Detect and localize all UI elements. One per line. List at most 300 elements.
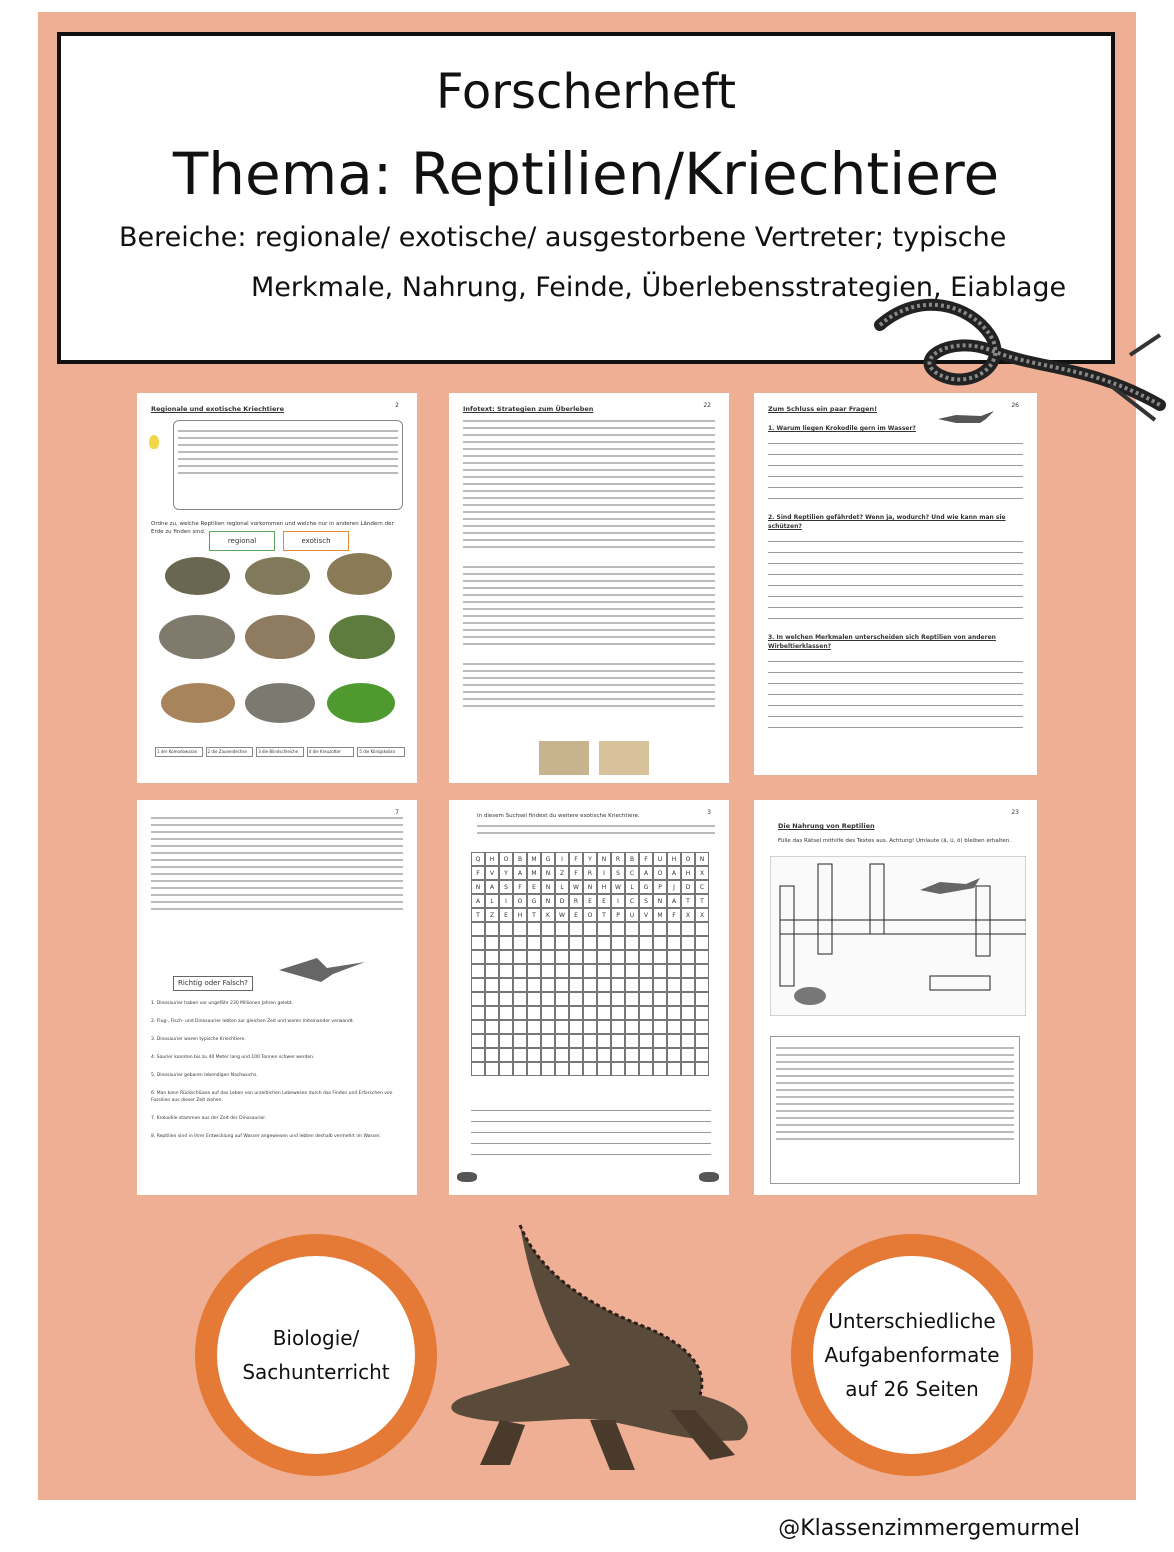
word-search-cell: C bbox=[625, 866, 639, 880]
word-search-cell bbox=[681, 1020, 695, 1034]
word-search-cell bbox=[653, 978, 667, 992]
word-search-cell bbox=[681, 950, 695, 964]
word-search-cell bbox=[681, 1048, 695, 1062]
word-search-cell bbox=[471, 978, 485, 992]
word-search-cell: O bbox=[653, 866, 667, 880]
word-search-cell bbox=[471, 1062, 485, 1076]
credit: @Klassenzimmergemurmel bbox=[778, 1516, 1080, 1541]
word-search-cell bbox=[653, 992, 667, 1006]
word-search-cell bbox=[681, 1062, 695, 1076]
word-search-cell bbox=[499, 992, 513, 1006]
word-search-cell: E bbox=[583, 894, 597, 908]
page-title: Die Nahrung von Reptilien bbox=[778, 822, 875, 830]
word-search-cell bbox=[499, 1034, 513, 1048]
word-search-cell: W bbox=[555, 908, 569, 922]
word-search-cell: I bbox=[597, 866, 611, 880]
word-search-cell: S bbox=[499, 880, 513, 894]
word-search-cell bbox=[681, 1006, 695, 1020]
word-search-cell: I bbox=[499, 894, 513, 908]
reptile-photo bbox=[165, 557, 230, 595]
word-search-cell: A bbox=[667, 866, 681, 880]
info-box bbox=[173, 420, 403, 510]
word-search-cell: T bbox=[681, 894, 695, 908]
word-search-cell bbox=[611, 992, 625, 1006]
word-search-cell bbox=[485, 1048, 499, 1062]
word-search-cell bbox=[639, 950, 653, 964]
word-search-cell: A bbox=[667, 894, 681, 908]
word-search-cell bbox=[611, 1006, 625, 1020]
word-search-cell bbox=[513, 964, 527, 978]
word-search-cell: O bbox=[583, 908, 597, 922]
word-search-cell bbox=[625, 922, 639, 936]
badge-subject: Biologie/ Sachunterricht bbox=[195, 1234, 437, 1476]
lizard-photo bbox=[539, 741, 589, 775]
word-search-cell bbox=[527, 1062, 541, 1076]
word-search-cell: H bbox=[597, 880, 611, 894]
subtitle: Thema: Reptilien/Kriechtiere bbox=[172, 140, 1000, 208]
word-search-cell bbox=[681, 936, 695, 950]
word-search-cell: F bbox=[639, 852, 653, 866]
word-search-cell bbox=[639, 992, 653, 1006]
word-search-cell bbox=[555, 964, 569, 978]
word-search-cell bbox=[569, 1020, 583, 1034]
word-search-cell bbox=[513, 1048, 527, 1062]
word-search-cell bbox=[625, 1048, 639, 1062]
word-search-cell: A bbox=[471, 894, 485, 908]
word-search-cell bbox=[471, 922, 485, 936]
word-search-cell: E bbox=[597, 894, 611, 908]
word-search-cell: F bbox=[569, 866, 583, 880]
info-text-lines bbox=[463, 420, 715, 707]
word-search-cell bbox=[569, 1006, 583, 1020]
word-search-cell bbox=[555, 936, 569, 950]
word-search-cell: N bbox=[695, 852, 709, 866]
word-search-cell bbox=[681, 992, 695, 1006]
word-search-cell bbox=[667, 1034, 681, 1048]
word-search-cell bbox=[625, 1020, 639, 1034]
word-search-cell bbox=[527, 1034, 541, 1048]
word-search-cell: L bbox=[555, 880, 569, 894]
word-search-cell: O bbox=[499, 852, 513, 866]
word-search-cell bbox=[541, 922, 555, 936]
word-search-cell bbox=[541, 978, 555, 992]
word-search-cell bbox=[695, 1020, 709, 1034]
word-search-cell: W bbox=[611, 880, 625, 894]
reptile-photo bbox=[327, 553, 392, 595]
word-search-cell: S bbox=[639, 894, 653, 908]
word-search-cell: D bbox=[681, 880, 695, 894]
word-search-cell bbox=[625, 1034, 639, 1048]
word-search-cell: N bbox=[541, 880, 555, 894]
word-search-cell bbox=[499, 1048, 513, 1062]
areas-line-1: Bereiche: regionale/ exotische/ ausgestorbene Vertreter; typische bbox=[119, 222, 1007, 253]
word-search-cell bbox=[611, 978, 625, 992]
word-search-cell bbox=[485, 1034, 499, 1048]
word-search-cell bbox=[485, 1006, 499, 1020]
word-search-cell bbox=[695, 950, 709, 964]
word-search-cell bbox=[611, 1020, 625, 1034]
word-search-cell bbox=[667, 978, 681, 992]
text-lines bbox=[151, 817, 403, 910]
word-search-cell: J bbox=[667, 880, 681, 894]
word-search-cell: R bbox=[569, 894, 583, 908]
word-search-cell bbox=[513, 936, 527, 950]
word-search-cell: E bbox=[569, 908, 583, 922]
word-search-cell: H bbox=[681, 866, 695, 880]
word-search-cell bbox=[639, 1034, 653, 1048]
word-search-cell: M bbox=[653, 908, 667, 922]
word-search-cell bbox=[471, 1034, 485, 1048]
word-search-cell bbox=[485, 950, 499, 964]
gecko-icon bbox=[457, 1172, 477, 1182]
word-search-cell bbox=[695, 964, 709, 978]
word-search-cell bbox=[695, 992, 709, 1006]
word-search-cell bbox=[513, 978, 527, 992]
word-search-cell bbox=[485, 964, 499, 978]
word-search-cell bbox=[667, 950, 681, 964]
word-search-cell: N bbox=[597, 852, 611, 866]
word-search-cell bbox=[471, 936, 485, 950]
word-search-cell bbox=[597, 1006, 611, 1020]
word-search-cell bbox=[597, 950, 611, 964]
word-search-cell bbox=[471, 1020, 485, 1034]
word-search-cell bbox=[667, 1048, 681, 1062]
word-search-cell: T bbox=[471, 908, 485, 922]
word-search-cell bbox=[611, 950, 625, 964]
worksheet-page-2: 22 Infotext: Strategien zum Überleben bbox=[449, 393, 729, 783]
worksheet-page-6: 23 Die Nahrung von Reptilien Fülle das Rätsel mithilfe des Textes aus. Achtung! Umlaute (ä, ü, ö) bleiben erhalten. bbox=[754, 800, 1037, 1195]
word-search-cell bbox=[625, 1062, 639, 1076]
word-search-cell bbox=[695, 1062, 709, 1076]
word-search-cell bbox=[527, 1020, 541, 1034]
word-search-cell bbox=[527, 978, 541, 992]
word-search-grid bbox=[471, 852, 709, 1076]
word-search-cell bbox=[569, 964, 583, 978]
word-search-cell: P bbox=[611, 908, 625, 922]
word-search-cell: R bbox=[583, 866, 597, 880]
word-search-cell bbox=[471, 992, 485, 1006]
word-search-cell bbox=[639, 1020, 653, 1034]
word-search-cell: X bbox=[695, 866, 709, 880]
word-search-cell bbox=[667, 992, 681, 1006]
word-search-cell bbox=[499, 1006, 513, 1020]
word-search-cell bbox=[681, 978, 695, 992]
word-search-cell bbox=[527, 992, 541, 1006]
word-search-cell bbox=[667, 1062, 681, 1076]
word-search-cell bbox=[653, 1062, 667, 1076]
word-search-cell: Y bbox=[499, 866, 513, 880]
word-search-cell bbox=[499, 1062, 513, 1076]
word-search-cell bbox=[555, 978, 569, 992]
word-search-cell bbox=[639, 964, 653, 978]
word-search-cell: H bbox=[485, 852, 499, 866]
word-search-cell bbox=[695, 1048, 709, 1062]
word-search-cell bbox=[667, 1020, 681, 1034]
word-search-cell bbox=[625, 1006, 639, 1020]
word-search-cell bbox=[611, 936, 625, 950]
word-search-cell bbox=[541, 1020, 555, 1034]
crossword-text-box bbox=[770, 1036, 1020, 1184]
word-search-cell bbox=[569, 922, 583, 936]
word-search-cell bbox=[625, 992, 639, 1006]
word-search-cell bbox=[513, 950, 527, 964]
word-search-cell: C bbox=[625, 894, 639, 908]
word-search-cell bbox=[639, 978, 653, 992]
page-title: Infotext: Strategien zum Überleben bbox=[463, 405, 594, 413]
word-search-cell bbox=[527, 1006, 541, 1020]
word-search-cell: N bbox=[471, 880, 485, 894]
word-search-cell: L bbox=[485, 894, 499, 908]
word-search-cell: T bbox=[597, 908, 611, 922]
word-search-cell bbox=[667, 936, 681, 950]
lightbulb-icon bbox=[149, 435, 159, 449]
word-search-cell: O bbox=[681, 852, 695, 866]
reptile-photo bbox=[245, 557, 310, 595]
word-search-cell: N bbox=[541, 894, 555, 908]
reptile-photo bbox=[245, 615, 315, 659]
word-search-cell bbox=[625, 978, 639, 992]
word-search-cell bbox=[569, 978, 583, 992]
word-search-cell bbox=[513, 1062, 527, 1076]
pterosaur-icon bbox=[277, 952, 367, 986]
word-search-cell bbox=[653, 936, 667, 950]
word-search-cell bbox=[695, 936, 709, 950]
word-search-cell bbox=[695, 922, 709, 936]
word-search-cell: R bbox=[611, 852, 625, 866]
label-regional: regional bbox=[209, 531, 275, 551]
word-search-cell bbox=[541, 1034, 555, 1048]
word-search-cell: G bbox=[639, 880, 653, 894]
reptile-photo bbox=[327, 683, 395, 723]
word-search-cell bbox=[583, 1006, 597, 1020]
word-search-cell bbox=[611, 1048, 625, 1062]
reptile-photo bbox=[161, 683, 235, 723]
word-search-cell bbox=[597, 978, 611, 992]
word-search-cell bbox=[499, 950, 513, 964]
word-search-cell bbox=[667, 1006, 681, 1020]
word-search-cell bbox=[681, 964, 695, 978]
word-search-cell: M bbox=[527, 852, 541, 866]
word-search-cell: B bbox=[625, 852, 639, 866]
word-search-cell bbox=[555, 950, 569, 964]
word-search-cell bbox=[583, 1034, 597, 1048]
reptile-photo bbox=[245, 683, 315, 723]
word-search-cell bbox=[555, 1034, 569, 1048]
word-search-cell bbox=[583, 950, 597, 964]
word-search-cell bbox=[597, 1020, 611, 1034]
word-search-cell bbox=[625, 950, 639, 964]
word-search-cell: O bbox=[513, 894, 527, 908]
word-search-cell bbox=[653, 1048, 667, 1062]
word-search-cell bbox=[597, 1048, 611, 1062]
word-search-cell bbox=[597, 922, 611, 936]
word-search-cell: N bbox=[583, 880, 597, 894]
word-search-cell bbox=[639, 936, 653, 950]
word-search-cell bbox=[597, 964, 611, 978]
word-search-cell bbox=[541, 950, 555, 964]
word-search-cell bbox=[569, 1062, 583, 1076]
word-search-cell bbox=[499, 978, 513, 992]
word-search-cell bbox=[681, 922, 695, 936]
word-search-cell bbox=[569, 936, 583, 950]
word-search-cell bbox=[541, 1062, 555, 1076]
word-search-cell bbox=[653, 950, 667, 964]
word-search-cell bbox=[499, 936, 513, 950]
word-search-cell bbox=[569, 1034, 583, 1048]
word-search-cell: V bbox=[639, 908, 653, 922]
word-search-cell: N bbox=[541, 866, 555, 880]
word-search-cell bbox=[597, 992, 611, 1006]
word-search-cell bbox=[541, 992, 555, 1006]
page-title: Regionale und exotische Kriechtiere bbox=[151, 405, 284, 413]
word-search-cell bbox=[583, 936, 597, 950]
word-search-cell: U bbox=[653, 852, 667, 866]
word-search-cell bbox=[583, 964, 597, 978]
word-search-cell bbox=[499, 964, 513, 978]
word-search-cell bbox=[583, 1062, 597, 1076]
label-exotisch: exotisch bbox=[283, 531, 349, 551]
word-search-cell bbox=[653, 1034, 667, 1048]
word-search-cell: Z bbox=[485, 908, 499, 922]
word-search-cell: M bbox=[527, 866, 541, 880]
word-search-cell: A bbox=[513, 866, 527, 880]
word-search-cell bbox=[485, 936, 499, 950]
lizard-photo bbox=[599, 741, 649, 775]
word-search-cell bbox=[471, 1048, 485, 1062]
word-search-cell bbox=[527, 922, 541, 936]
word-search-cell bbox=[597, 1062, 611, 1076]
word-search-cell bbox=[639, 1048, 653, 1062]
word-search-cell: I bbox=[611, 894, 625, 908]
word-search-cell: X bbox=[681, 908, 695, 922]
word-search-cell bbox=[625, 964, 639, 978]
badge-formats: Unterschiedliche Aufgabenformate auf 26 Seiten bbox=[791, 1234, 1033, 1476]
word-search-cell bbox=[569, 992, 583, 1006]
word-search-cell bbox=[471, 964, 485, 978]
word-search-cell bbox=[485, 992, 499, 1006]
word-search-cell: C bbox=[695, 880, 709, 894]
page-title: Zum Schluss ein paar Fragen! bbox=[768, 405, 878, 413]
crocodile-icon bbox=[936, 407, 996, 433]
word-search-cell bbox=[513, 1006, 527, 1020]
word-search-cell: N bbox=[653, 894, 667, 908]
word-search-cell bbox=[653, 964, 667, 978]
word-search-cell: G bbox=[541, 852, 555, 866]
word-search-cell bbox=[485, 922, 499, 936]
word-search-cell bbox=[583, 978, 597, 992]
word-search-cell: V bbox=[485, 866, 499, 880]
word-search-cell bbox=[555, 992, 569, 1006]
word-search-cell: B bbox=[513, 852, 527, 866]
word-search-cell bbox=[597, 1034, 611, 1048]
word-search-cell bbox=[499, 1020, 513, 1034]
word-search-cell: P bbox=[653, 880, 667, 894]
word-search-cell bbox=[527, 950, 541, 964]
word-search-cell bbox=[569, 1048, 583, 1062]
word-search-cell: Q bbox=[471, 852, 485, 866]
word-search-cell bbox=[541, 1048, 555, 1062]
word-search-cell: F bbox=[569, 852, 583, 866]
word-search-cell: H bbox=[667, 852, 681, 866]
word-search-cell bbox=[597, 936, 611, 950]
word-search-cell: A bbox=[639, 866, 653, 880]
word-search-cell: F bbox=[513, 880, 527, 894]
word-search-cell: I bbox=[555, 852, 569, 866]
word-search-cell bbox=[695, 1034, 709, 1048]
word-search-cell: H bbox=[513, 908, 527, 922]
worksheet-page-1: 2 Regionale und exotische Kriechtiere Ordne zu, welche Reptilien regional vorkommen und welche nur in anderen Ländern der Erde zu finden sind. regional exotisch 1 der Komodowaran 2 die Zauneidechse 3 die Blindschleiche 4 die Kreuzotter 5 die Königskobra bbox=[137, 393, 417, 783]
word-search-cell bbox=[541, 1006, 555, 1020]
gecko-icon bbox=[699, 1172, 719, 1182]
word-search-cell: U bbox=[625, 908, 639, 922]
word-search-cell bbox=[499, 922, 513, 936]
word-search-cell: W bbox=[569, 880, 583, 894]
section-heading: Richtig oder Falsch? bbox=[173, 976, 253, 991]
word-search-cell bbox=[555, 1062, 569, 1076]
word-search-cell: S bbox=[611, 866, 625, 880]
word-search-cell bbox=[527, 964, 541, 978]
word-search-cell bbox=[583, 1048, 597, 1062]
word-search-cell bbox=[667, 922, 681, 936]
worksheet-page-3: 26 Zum Schluss ein paar Fragen! 1. Warum liegen Krokodile gern im Wasser? 2. Sind Reptilien gefährdet? Wenn ja, wodurch? Und wie kann man sie schützen? 3. In welchen Merkmalen unterscheiden sich Reptilien von anderen Wirbeltierklassen? bbox=[754, 393, 1037, 775]
word-search-cell: Z bbox=[555, 866, 569, 880]
word-search-cell bbox=[611, 1034, 625, 1048]
word-search-cell bbox=[513, 922, 527, 936]
word-search-cell bbox=[583, 992, 597, 1006]
word-search-cell: F bbox=[471, 866, 485, 880]
word-search-cell bbox=[527, 1048, 541, 1062]
word-search-cell bbox=[541, 964, 555, 978]
word-search-cell bbox=[513, 1034, 527, 1048]
reptile-photo bbox=[159, 615, 235, 659]
crocodile-illustration bbox=[440, 1215, 770, 1485]
word-search-cell: A bbox=[485, 880, 499, 894]
word-search-cell bbox=[639, 1062, 653, 1076]
word-search-cell: L bbox=[625, 880, 639, 894]
word-search-cell bbox=[555, 922, 569, 936]
areas-line-2: Merkmale, Nahrung, Feinde, Überlebensstrategien, Eiablage bbox=[251, 272, 1067, 303]
word-search-cell bbox=[555, 1006, 569, 1020]
word-search-cell bbox=[639, 1006, 653, 1020]
word-search-cell bbox=[611, 1062, 625, 1076]
word-search-cell bbox=[541, 936, 555, 950]
crossword-grid bbox=[770, 856, 1026, 1016]
word-search-cell bbox=[611, 922, 625, 936]
word-search-cell: F bbox=[667, 908, 681, 922]
word-search-cell bbox=[485, 1062, 499, 1076]
word-search-cell bbox=[569, 950, 583, 964]
word-search-cell bbox=[555, 1048, 569, 1062]
word-search-cell bbox=[471, 950, 485, 964]
reptile-photo bbox=[329, 615, 395, 659]
word-search-cell bbox=[695, 978, 709, 992]
worksheet-page-4: 7 Richtig oder Falsch? 1. Dinosaurier haben vor ungefähr 230 Millionen Jahren gelebt. 2. Flug-, Fisch- und Dinosaurier lebten zur gleichen Zeit und waren miteinander verwandt. 3. Dinosaurier waren typische Kriechtiere. 4. Saurier konnten bis zu 40 Meter lang und 100 Tonnen schwer werden. 5. Dinosaurier gebaren lebendigen Nachwuchs. 6. Man kann Rückschlüsse auf das Leben von urzeitlichen Lebewesen durch das Finden und Erforschen von Fossilien aus dieser Zeit ziehen. 7. Krokodile stammen aus der Zeit der Dinosaurier. 8. Reptilien sind in ihrer Entwicklung auf Wasser angewiesen und lebten deshalb vermehrt im Wasser. bbox=[137, 800, 417, 1195]
word-search-cell bbox=[485, 978, 499, 992]
word-search-cell bbox=[527, 936, 541, 950]
word-search-cell: G bbox=[527, 894, 541, 908]
word-search-cell bbox=[611, 964, 625, 978]
word-search-cell: X bbox=[695, 908, 709, 922]
word-search-cell bbox=[695, 1006, 709, 1020]
word-search-cell bbox=[513, 992, 527, 1006]
word-search-cell bbox=[583, 922, 597, 936]
word-search-cell: E bbox=[527, 880, 541, 894]
word-search-cell bbox=[583, 1020, 597, 1034]
word-search-cell bbox=[681, 1034, 695, 1048]
word-search-cell: T bbox=[527, 908, 541, 922]
word-search-cell bbox=[471, 1006, 485, 1020]
word-search-cell: T bbox=[695, 894, 709, 908]
